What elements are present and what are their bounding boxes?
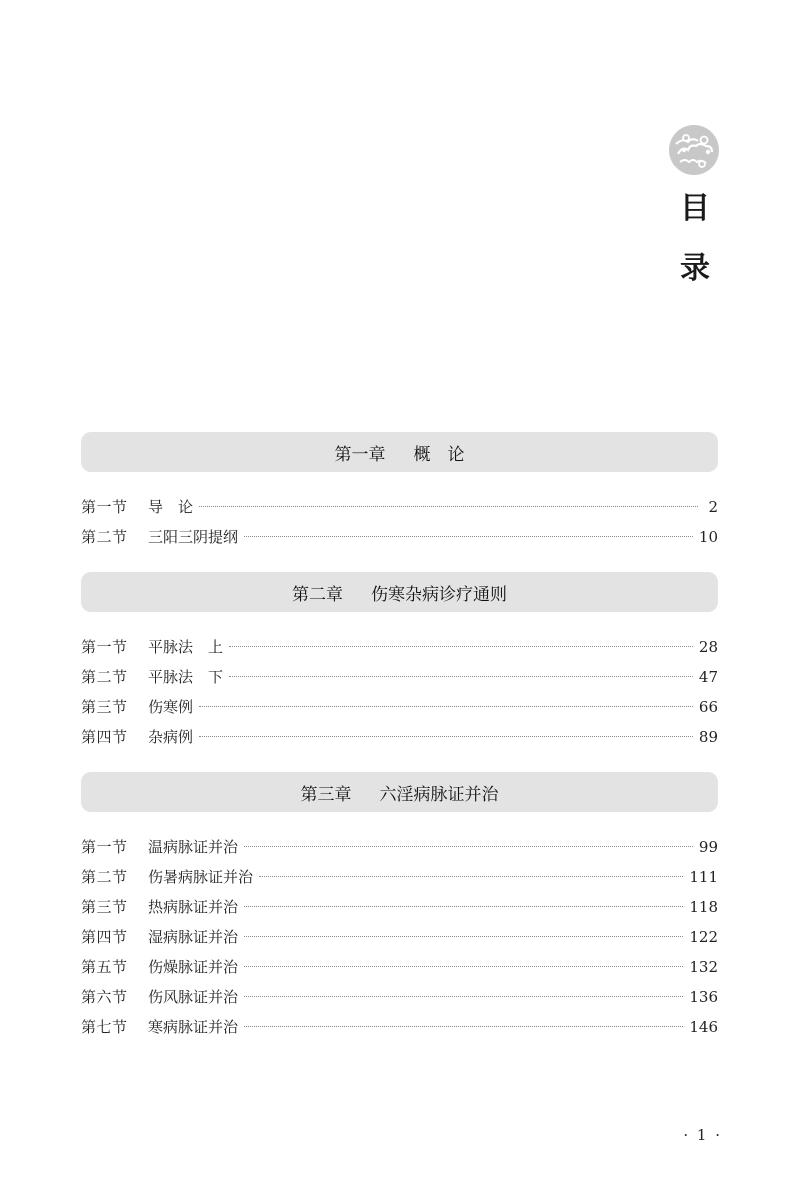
- toc-entry[interactable]: [81, 892, 718, 922]
- dot-leader: [244, 846, 693, 847]
- chapter-heading[interactable]: [81, 432, 718, 472]
- chapter-title: 六淫病脉证并治: [379, 784, 499, 805]
- section-page-number: 132: [689, 958, 718, 976]
- section-page-number: 146: [689, 1018, 718, 1036]
- toc-entry[interactable]: [81, 952, 718, 982]
- section-page-number: 111: [689, 868, 718, 886]
- chapter-title: 伤寒杂病诊疗通则: [371, 584, 507, 605]
- dot-leader: [244, 906, 683, 907]
- chapter-heading[interactable]: [81, 572, 718, 612]
- toc-entry[interactable]: [81, 722, 718, 752]
- section-number: 第二节: [81, 868, 128, 886]
- section-page-number: 118: [689, 898, 718, 916]
- chapter-heading[interactable]: [81, 772, 718, 812]
- toc-entry[interactable]: [81, 1012, 718, 1042]
- section-title: 平脉法 上: [148, 638, 224, 656]
- section-number: 第七节: [81, 1018, 128, 1036]
- section-number: 第一节: [81, 838, 128, 856]
- section-title: 湿病脉证并治: [148, 928, 239, 946]
- dot-leader: [244, 966, 683, 967]
- section-number: 第五节: [81, 958, 128, 976]
- section-page-number: 89: [698, 728, 718, 746]
- section-page-number: 2: [708, 498, 718, 516]
- section-number: 第一节: [81, 638, 128, 656]
- dot-leader: [244, 936, 683, 937]
- section-page-number: 28: [698, 638, 718, 656]
- section-number: 第四节: [81, 928, 128, 946]
- section-number: 第二节: [81, 668, 128, 686]
- chapter-block: [81, 772, 718, 1042]
- section-number: 第二节: [81, 528, 128, 546]
- section-number: 第三节: [81, 698, 128, 716]
- section-number: 第四节: [81, 728, 128, 746]
- dot-leader: [199, 506, 698, 507]
- table-of-contents: [81, 432, 718, 1062]
- page-title-char-2: 录: [680, 251, 710, 286]
- dot-leader: [244, 536, 693, 537]
- section-title: 伤风脉证并治: [148, 988, 239, 1006]
- section-title: 热病脉证并治: [148, 898, 239, 916]
- section-page-number: 136: [689, 988, 718, 1006]
- chapter-number: 第三章: [300, 784, 352, 805]
- section-title: 杂病例: [148, 728, 194, 746]
- section-title: 寒病脉证并治: [148, 1018, 239, 1036]
- toc-entry[interactable]: [81, 922, 718, 952]
- toc-entry[interactable]: [81, 692, 718, 722]
- section-page-number: 47: [698, 668, 718, 686]
- section-title: 三阳三阴提纲: [148, 528, 239, 546]
- toc-entry[interactable]: [81, 522, 718, 552]
- page-title-char-1: 目: [680, 191, 710, 226]
- section-page-number: 66: [698, 698, 718, 716]
- section-title: 平脉法 下: [148, 668, 224, 686]
- section-page-number: 99: [698, 838, 718, 856]
- toc-entry[interactable]: [81, 632, 718, 662]
- toc-entry[interactable]: [81, 862, 718, 892]
- dot-leader: [229, 646, 693, 647]
- section-number: 第六节: [81, 988, 128, 1006]
- toc-entry[interactable]: [81, 832, 718, 862]
- chapter-block: [81, 432, 718, 552]
- section-title: 导 论: [148, 498, 194, 516]
- section-page-number: 122: [689, 928, 718, 946]
- toc-entry[interactable]: [81, 492, 718, 522]
- section-title: 伤暑病脉证并治: [148, 868, 254, 886]
- toc-entry[interactable]: [81, 982, 718, 1012]
- dot-leader: [229, 676, 693, 677]
- dot-leader: [244, 996, 683, 997]
- section-number: 第三节: [81, 898, 128, 916]
- toc-entry[interactable]: [81, 662, 718, 692]
- section-title: 伤寒例: [148, 698, 194, 716]
- section-title: 伤燥脉证并治: [148, 958, 239, 976]
- section-page-number: 10: [698, 528, 718, 546]
- section-title: 温病脉证并治: [148, 838, 239, 856]
- section-number: 第一节: [81, 498, 128, 516]
- chapter-number: 第一章: [334, 444, 386, 465]
- dot-leader: [244, 1026, 683, 1027]
- dot-leader: [199, 706, 693, 707]
- page-number: · 1 ·: [683, 1126, 722, 1144]
- chapter-title: 概 论: [413, 444, 465, 465]
- cloud-pattern-emblem-icon: [668, 124, 720, 176]
- dot-leader: [259, 876, 683, 877]
- chapter-block: [81, 572, 718, 752]
- chapter-number: 第二章: [292, 584, 343, 605]
- dot-leader: [199, 736, 693, 737]
